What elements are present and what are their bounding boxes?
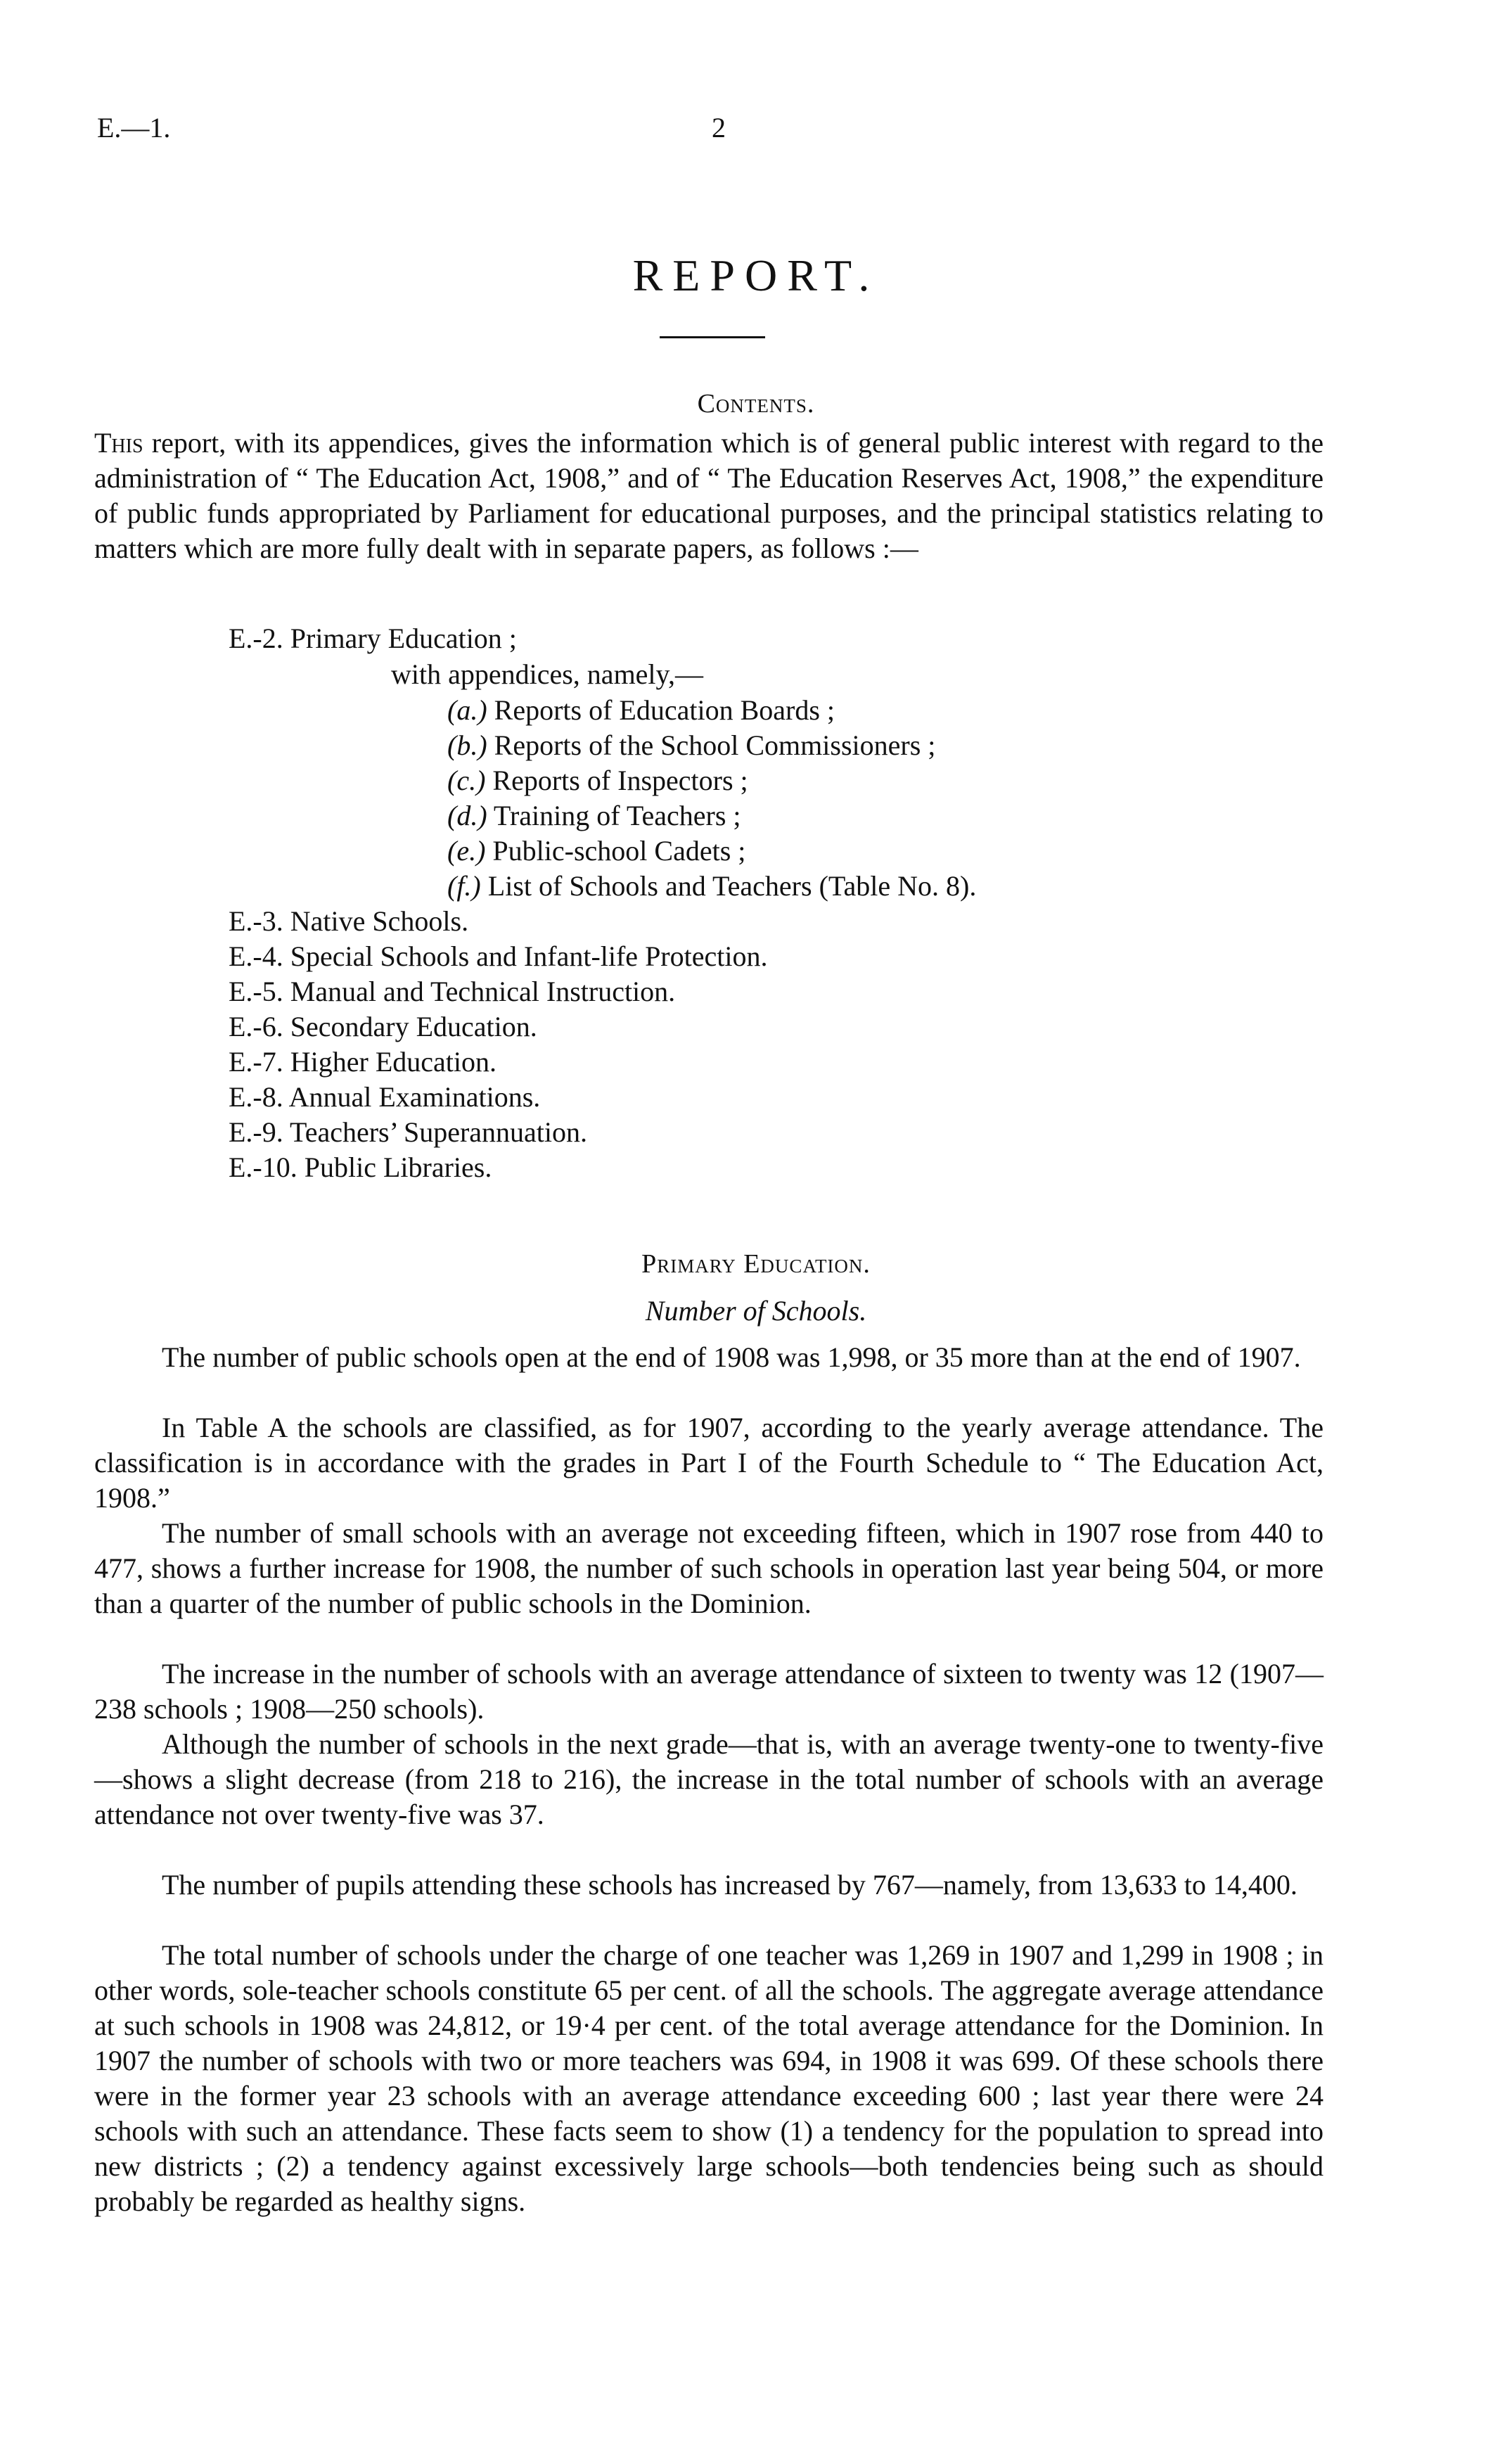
item-code: E.-7.: [229, 1046, 283, 1078]
appendix-mark: (f.): [447, 870, 481, 902]
contents-item: [229, 1045, 496, 1080]
primary-education-heading: Primary Education.: [641, 1249, 871, 1279]
item-label: Special Schools and Infant-life Protection.: [290, 940, 768, 972]
item-code: E.-9.: [229, 1116, 283, 1148]
number-of-schools-heading: Number of Schools.: [645, 1295, 867, 1327]
item-label: Manual and Technical Instruction.: [290, 976, 676, 1007]
item-label: Native Schools.: [290, 905, 469, 937]
item-code: E.-3.: [229, 905, 283, 937]
contents-item: [229, 1150, 492, 1185]
contents-item: [229, 939, 767, 974]
report-title: REPORT.: [632, 250, 880, 300]
contents-item: [229, 1009, 537, 1045]
appendix-mark: (a.): [447, 694, 487, 726]
appendix-item: [447, 693, 835, 728]
body-paragraph: The number of small schools with an average not exceeding fifteen, which in 1907 rose from 440 to 477, shows a further increase for 1908, the number of such schools in operation last year being 504, or more than a quarter of the number of public schools in the Dominion.: [94, 1517, 1324, 1619]
appendix-label: Reports of the School Commissioners ;: [494, 729, 936, 761]
contents-item: [229, 904, 468, 939]
item-code: E.-5.: [229, 976, 283, 1007]
appendix-item: [447, 833, 745, 869]
contents-item: [229, 1080, 540, 1115]
appendix-label: Public-school Cadets ;: [492, 835, 746, 867]
item-label: Public Libraries.: [304, 1151, 492, 1183]
appendix-mark: (d.): [447, 800, 487, 831]
appendix-mark: (c.): [447, 765, 486, 796]
item-code: E.-6.: [229, 1011, 283, 1042]
page-number: 2: [712, 112, 726, 143]
body-paragraph: In Table A the schools are classified, as for 1907, according to the yearly average attendance. The classification is in accordance with the grades in Part I of the Fourth Schedule to “ The Education Act, 1908.”: [94, 1412, 1324, 1514]
contents-intro-rest: report, with its appendices, gives the information which is of general public interest with regard to the administration of “ The Education Act, 1908,” and of “ The Education Reserves Act, 1908,” the expenditure of public funds appropriated by Parliament for educational purposes, and the principal statistics relating to matters which are more fully dealt with in separate papers, as follows :—: [94, 427, 1324, 564]
item-label: Annual Examinations.: [288, 1081, 541, 1113]
item-code: E.-2.: [229, 622, 283, 654]
body-paragraph: The total number of schools under the charge of one teacher was 1,269 in 1907 and 1,299 in 1908 ; in other words, sole-teacher schools constitute 65 per cent. of all the schools. The aggregate average attendance at such schools in 1908 was 24,812, or 19·4 per cent. of the total average attendance for the Dominion. In 1907 the number of schools with two or more teachers was 694, in 1908 it was 699. Of these schools there were in the former year 23 schools with an average attendance exceeding 600 ; last year there were 24 schools with such an attendance. These facts seem to show (1) a tendency for the population to spread into new districts ; (2) a tendency against excessively large schools—both tendencies being such as should probably be regarded as healthy signs.: [94, 1939, 1324, 2217]
item-label: Primary Education ;: [290, 622, 517, 654]
appendix-intro: with appendices, namely,—: [391, 658, 703, 690]
item-label: Secondary Education.: [290, 1011, 537, 1042]
contents-intro-lead: This: [94, 427, 143, 459]
body-paragraph: The increase in the number of schools with an average attendance of sixteen to twenty was 12 (1907—238 schools ; 1908—250 schools).: [94, 1658, 1324, 1725]
contents-heading: Contents.: [697, 389, 815, 419]
item-code: E.-8.: [229, 1081, 283, 1113]
appendix-label: List of Schools and Teachers (Table No. 8).: [487, 870, 977, 902]
appendix-item: [447, 869, 976, 904]
appendix-item: [447, 763, 748, 798]
appendix-label: Reports of Inspectors ;: [492, 765, 748, 796]
item-label: Higher Education.: [290, 1046, 497, 1078]
appendix-label: Training of Teachers ;: [493, 800, 741, 831]
body-paragraph: The number of public schools open at the end of 1908 was 1,998, or 35 more than at the end of 1907.: [162, 1341, 1301, 1373]
appendix-mark: (b.): [447, 729, 487, 761]
item-code: E.-4.: [229, 940, 283, 972]
body-paragraph: The number of pupils attending these schools has increased by 767—namely, from 13,633 to 14,400.: [162, 1869, 1298, 1901]
title-rule: [660, 336, 765, 338]
contents-item: [229, 1115, 587, 1150]
appendix-item: [447, 728, 935, 763]
appendix-label: Reports of Education Boards ;: [494, 694, 835, 726]
item-label: Teachers’ Superannuation.: [290, 1116, 587, 1148]
appendix-item: [447, 798, 741, 833]
item-code: E.-10.: [229, 1151, 297, 1183]
appendix-mark: (e.): [447, 835, 486, 867]
body-paragraph: Although the number of schools in the next grade—that is, with an average twenty-one to twenty-five—shows a slight decrease (from 218 to 216), the increase in the total number of schools with an average attendance not over twenty-five was 37.: [94, 1728, 1324, 1830]
contents-intro: [94, 426, 1324, 566]
contents-item: [229, 974, 675, 1009]
document-code: E.—1.: [97, 112, 171, 143]
contents-item: [229, 621, 517, 656]
